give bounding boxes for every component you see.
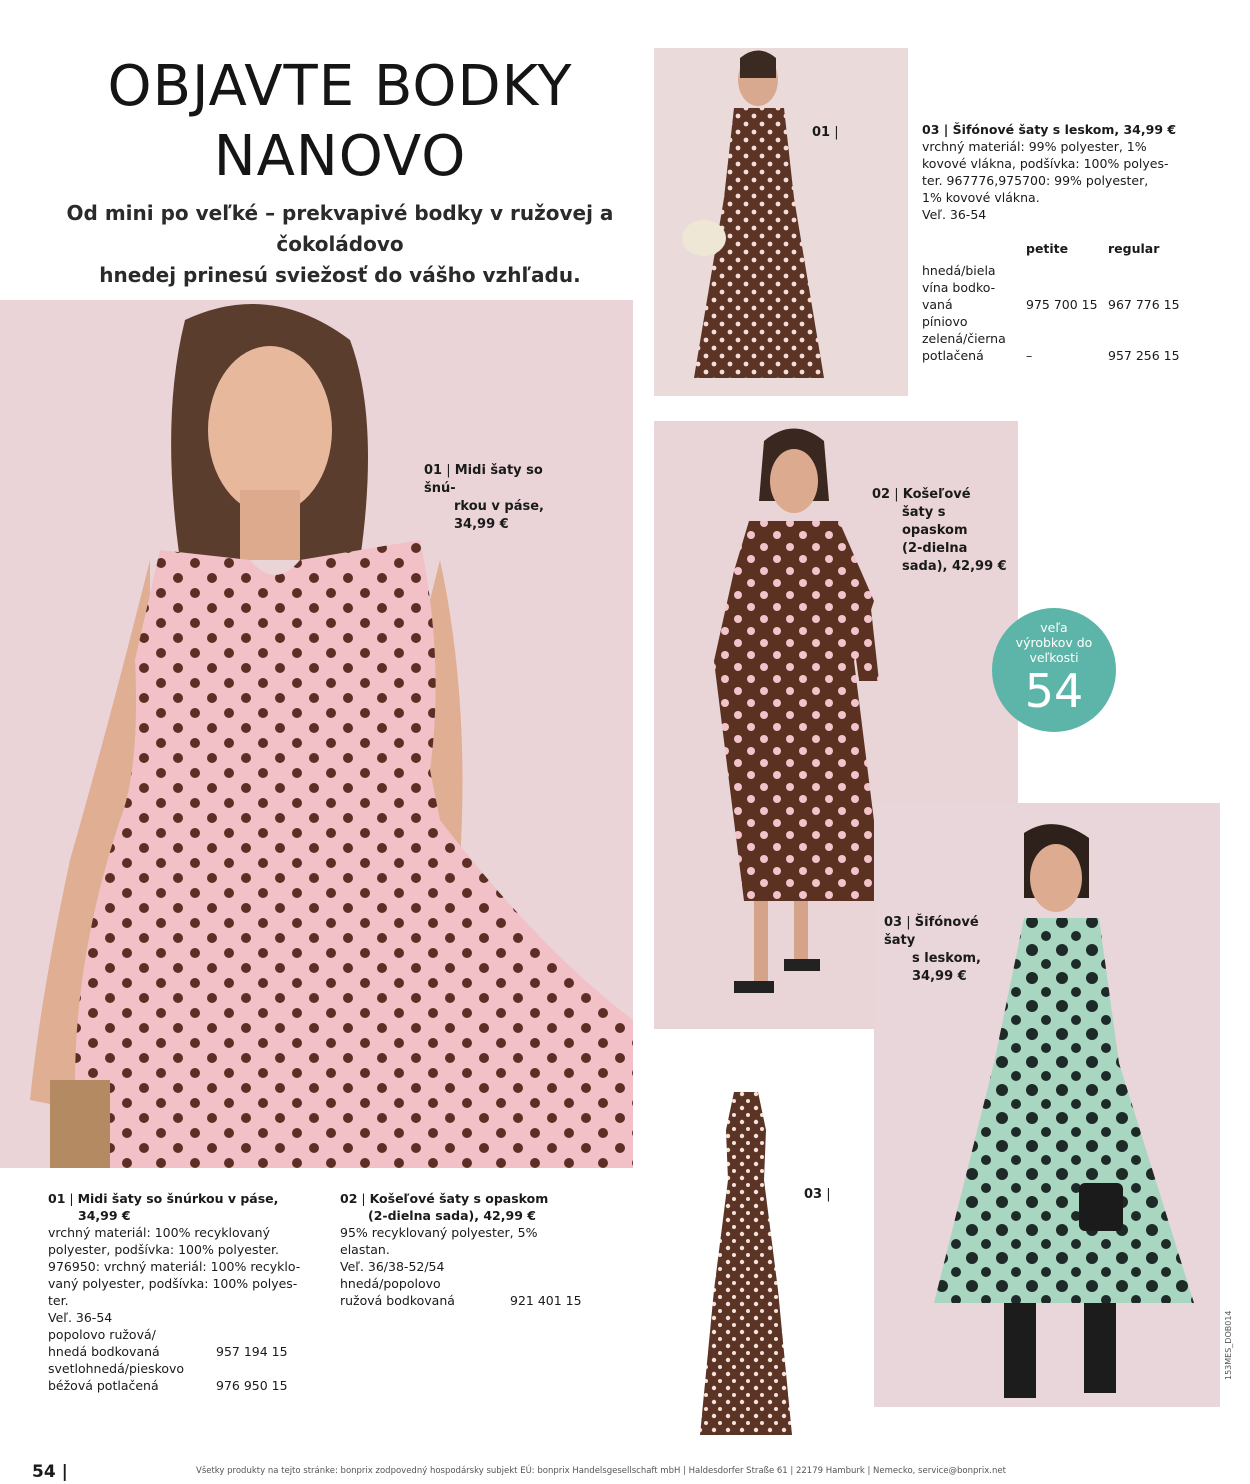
- badge-text: veľa: [1040, 620, 1068, 635]
- product-03-desc: 1% kovové vlákna.: [922, 190, 1040, 205]
- page-headline: [0, 52, 680, 192]
- caption-number: 03: [804, 1187, 823, 1202]
- variant-code-petite: [1026, 313, 1108, 330]
- caption-01: [424, 462, 574, 534]
- product-01-title: Midi šaty so šnúrkou v páse,: [77, 1191, 279, 1206]
- caption-number: 03: [884, 915, 903, 930]
- caption-small-03: [804, 1186, 831, 1204]
- caption-text: Šifónové šaty: [884, 915, 979, 948]
- badge-text: výrobkov do: [1015, 635, 1093, 650]
- product-01-desc: ter.: [48, 1293, 69, 1308]
- variant-row: [48, 1343, 288, 1360]
- caption-number: 02: [872, 487, 891, 502]
- badge-size-number: 54: [1024, 664, 1084, 718]
- variant-code: [510, 1275, 582, 1292]
- variant-color: popolovo ružová/: [48, 1327, 156, 1342]
- variant-row: [922, 313, 1180, 330]
- photo-dress-03-brown: [654, 48, 908, 396]
- product-03-details: [922, 121, 1222, 223]
- variant-code-regular: [1108, 313, 1180, 330]
- badge-text: veľkosti: [1029, 650, 1079, 665]
- product-03-desc: kovové vlákna, podšívka: 100% polyes-: [922, 156, 1169, 171]
- variant-code-petite: 975 700 15: [1026, 297, 1098, 312]
- product-01-desc: vaný polyester, podšívka: 100% polyes-: [48, 1276, 298, 1291]
- variant-row: [922, 279, 1180, 296]
- variant-color: hnedá/popolovo: [340, 1276, 441, 1291]
- variant-color: ružová bodkovaná: [340, 1293, 455, 1308]
- variant-color: hnedá bodkovaná: [48, 1344, 160, 1359]
- variant-color: potlačená: [922, 348, 984, 363]
- product-02-sizes: Veľ. 36/38-52/54: [340, 1259, 445, 1274]
- variant-code-regular: 967 776 15: [1108, 297, 1180, 312]
- caption-number: 01: [812, 125, 831, 140]
- variant-row: [48, 1377, 288, 1394]
- headline-line-1: OBJAVTE BODKY: [107, 54, 573, 119]
- col-petite-header: petite: [1026, 241, 1069, 256]
- variant-code-regular: 957 256 15: [1108, 348, 1180, 363]
- variant-row: [922, 296, 1180, 313]
- product-number: 02: [340, 1191, 358, 1206]
- variant-color: vaná: [922, 297, 953, 312]
- variant-row: [48, 1360, 288, 1377]
- photo-dress-03-flat: [696, 1090, 796, 1440]
- variant-row: [922, 330, 1180, 347]
- caption-price: 34,99 €: [454, 517, 509, 532]
- variant-code: 921 401 15: [510, 1293, 582, 1308]
- title-divider: |: [357, 1191, 370, 1206]
- caption-divider: |: [442, 463, 455, 478]
- photo-main-pink-dress: [0, 300, 633, 1168]
- variant-row: [340, 1275, 582, 1292]
- product-03-sizes: Veľ. 36-54: [922, 207, 987, 222]
- caption-02: [872, 486, 1012, 576]
- caption-divider: |: [830, 125, 839, 140]
- photo-dress-03-mint: [874, 803, 1220, 1407]
- product-03-variants: [922, 262, 1222, 364]
- product-01-desc: 976950: vrchný materiál: 100% recyklo-: [48, 1259, 301, 1274]
- page-number: 54 |: [32, 1462, 68, 1482]
- caption-03: [884, 914, 1014, 986]
- variant-code: 976 950 15: [216, 1378, 288, 1393]
- caption-text: (2-dielna: [902, 541, 968, 556]
- variant-code-regular: [1108, 330, 1180, 347]
- col-regular-header: regular: [1108, 241, 1160, 256]
- caption-price: sada), 42,99 €: [902, 559, 1007, 574]
- variant-row: [48, 1326, 288, 1343]
- caption-divider: |: [822, 1187, 831, 1202]
- product-02-title: Košeľové šaty s opaskom: [369, 1191, 549, 1206]
- caption-text: Košeľové: [902, 487, 971, 502]
- product-03-desc: ter. 967776,975700: 99% polyester,: [922, 173, 1149, 188]
- variant-row: [922, 262, 1180, 279]
- product-01-sizes: Veľ. 36-54: [48, 1310, 113, 1325]
- subhead-line-1: Od mini po veľké – prekvapivé bodky v ružovej a čokoládovo: [66, 201, 614, 256]
- product-01-desc: vrchný materiál: 100% recyklovaný: [48, 1225, 270, 1240]
- variant-color: béžová potlačená: [48, 1378, 159, 1393]
- variant-code-petite: –: [1026, 348, 1033, 363]
- product-03-desc: vrchný materiál: 99% polyester, 1%: [922, 139, 1147, 154]
- caption-text: rkou v páse,: [454, 499, 544, 514]
- product-number: 01: [48, 1191, 66, 1206]
- size-badge: [992, 608, 1116, 732]
- legal-footer-note: Všetky produkty na tejto stránke: bonprix zodpovedný hospodársky subjekt EÚ: bonprix Handelsgesellschaft mbH | Haldesdorfer Straße 61 | 22179 Hamburk | Nemecko, service@bonprix.net: [196, 1466, 1006, 1476]
- variant-code-regular: [1108, 262, 1180, 279]
- variant-code-regular: [1108, 279, 1180, 296]
- catalog-code: 153MES_DOB014: [1224, 1310, 1233, 1380]
- variant-color: hnedá/biela: [922, 263, 996, 278]
- title-divider: |: [65, 1191, 78, 1206]
- caption-text: Midi šaty so šnú-: [424, 463, 543, 496]
- caption-small-01: [812, 124, 839, 142]
- product-01-details: [48, 1190, 348, 1394]
- caption-divider: |: [902, 915, 915, 930]
- product-01-desc: polyester, podšívka: 100% polyester.: [48, 1242, 280, 1257]
- subhead-line-2: hnedej prinesú sviežosť do vášho vzhľadu.: [99, 263, 581, 287]
- variant-color: zelená/čierna: [922, 331, 1006, 346]
- variant-code: 957 194 15: [216, 1344, 288, 1359]
- product-02-desc: 95% recyklovaný polyester, 5%: [340, 1225, 538, 1240]
- headline-line-2: NANOVO: [213, 124, 467, 189]
- product-01-price: 34,99 €: [78, 1208, 131, 1223]
- caption-text: s leskom,: [912, 951, 981, 966]
- variant-color: vína bodko-: [922, 280, 996, 295]
- variant-code-petite: [1026, 330, 1108, 347]
- product-02-desc: elastan.: [340, 1242, 390, 1257]
- caption-divider: |: [890, 487, 903, 502]
- variant-row: [340, 1292, 582, 1309]
- variant-row: [922, 347, 1180, 364]
- caption-number: 01: [424, 463, 443, 478]
- variant-code-petite: [1026, 279, 1108, 296]
- variant-color: píniovo: [922, 314, 968, 329]
- page-subheadline: [30, 198, 650, 291]
- variant-code: [216, 1326, 288, 1343]
- caption-price: 34,99 €: [912, 969, 967, 984]
- variant-code-petite: [1026, 262, 1108, 279]
- variant-code: [216, 1360, 288, 1377]
- product-02-details: [340, 1190, 640, 1309]
- product-03-title: 03 | Šifónové šaty s leskom, 34,99 €: [922, 122, 1177, 137]
- variant-color: svetlohnedá/pieskovo: [48, 1361, 185, 1376]
- caption-text: šaty s: [902, 505, 946, 520]
- product-02-price: (2-dielna sada), 42,99 €: [368, 1208, 536, 1223]
- caption-text: opaskom: [902, 523, 968, 538]
